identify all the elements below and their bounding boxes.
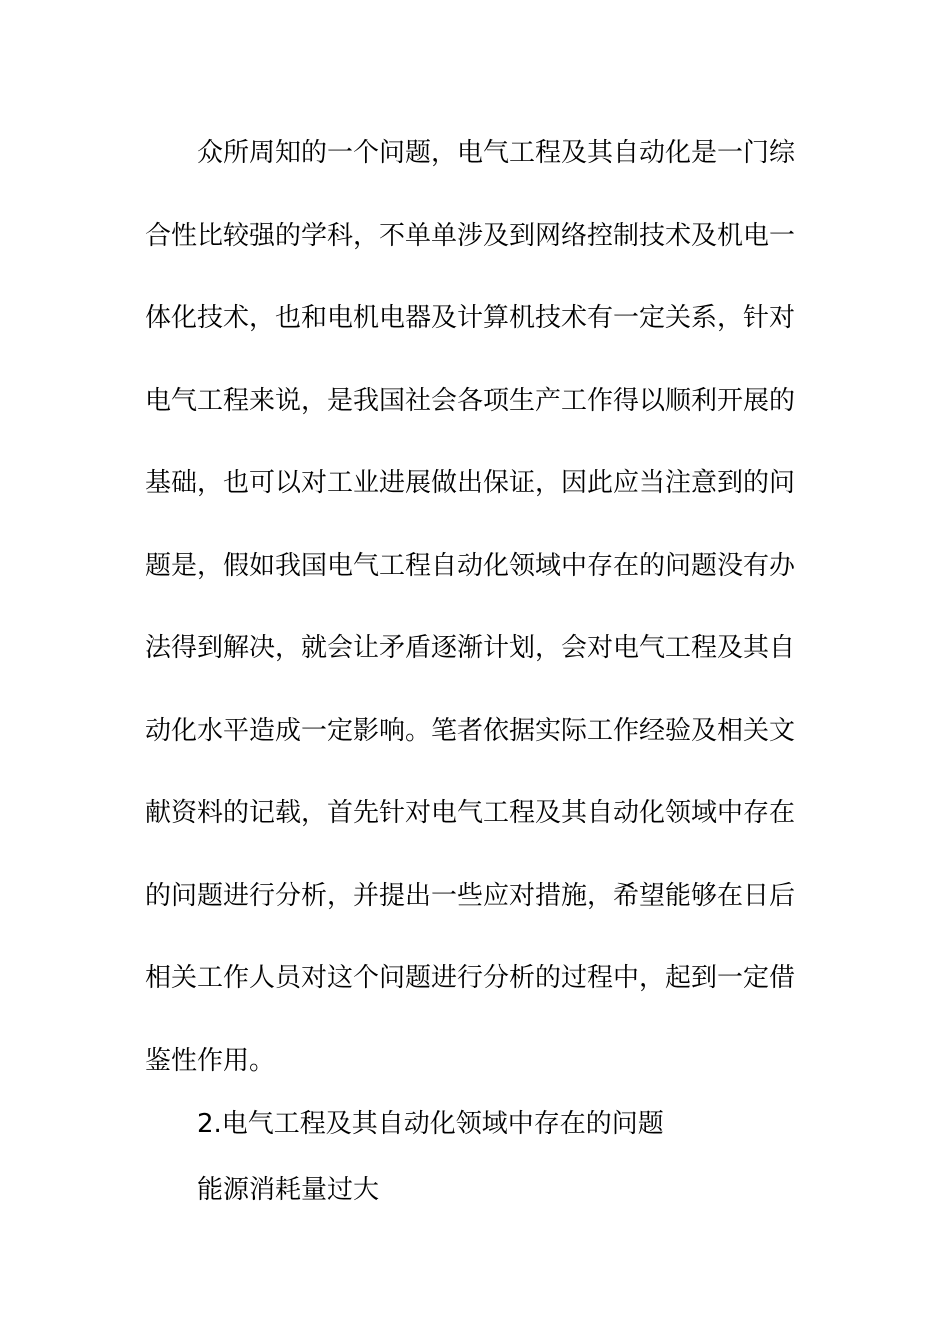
paragraph-line: 题是，假如我国电气工程自动化领域中存在的问题没有办 [145,550,796,581]
paragraph-line: 动化水平造成一定影响。笔者依据实际工作经验及相关文 [145,715,796,746]
paragraph-line: 体化技术，也和电机电器及计算机技术有一定关系，针对 [145,303,796,333]
paragraph-line: 的问题进行分析，并提出一些应对措施，希望能够在日后 [145,880,796,911]
paragraph-line: 电气工程来说，是我国社会各项生产工作得以顺利开展的 [145,385,796,416]
paragraph-line: 献资料的记载，首先针对电气工程及其自动化领域中存在 [145,798,796,828]
paragraph-line: 鉴性作用。 [145,1045,276,1076]
paragraph-line: 法得到解决，就会让矛盾逐渐计划，会对电气工程及其自 [145,633,796,663]
subsection-heading: 能源消耗量过大 [197,1175,380,1205]
section-heading: 2.电气工程及其自动化领域中存在的问题 [197,1109,664,1139]
intro-paragraph [145,125,796,1115]
paragraph-line: 众所周知的一个问题，电气工程及其自动化是一门综 [197,138,796,168]
paragraph-line: 基础，也可以对工业进展做出保证，因此应当注意到的问 [145,468,796,498]
paragraph-line: 合性比较强的学科，不单单涉及到网络控制技术及机电一 [145,220,796,251]
paragraph-line: 相关工作人员对这个问题进行分析的过程中，起到一定借 [145,963,796,993]
